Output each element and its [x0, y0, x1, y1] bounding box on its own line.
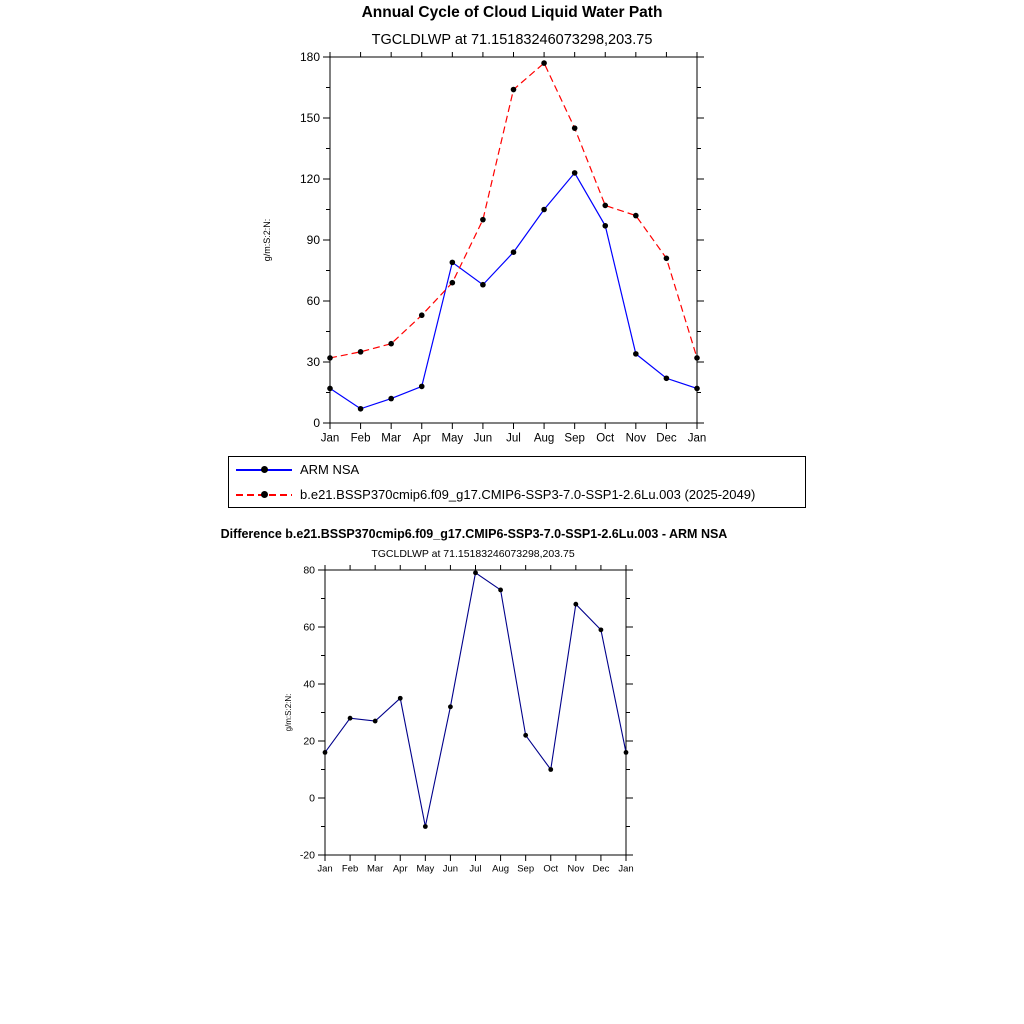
svg-text:Mar: Mar	[366, 863, 384, 875]
y-axis-label: g/m:S:2:N:	[284, 693, 293, 732]
svg-text:Jan: Jan	[618, 863, 634, 875]
legend-item-model-run	[229, 482, 805, 507]
legend-label: ARM NSA	[300, 462, 360, 477]
svg-text:Nov: Nov	[625, 432, 647, 445]
axes-frame	[325, 570, 626, 855]
y-axis-ticks	[300, 565, 633, 862]
svg-text:Apr: Apr	[412, 432, 431, 445]
series-0	[323, 570, 629, 828]
svg-text:May: May	[416, 863, 435, 875]
svg-text:Oct: Oct	[543, 863, 559, 875]
svg-text:0: 0	[309, 792, 315, 805]
series-1	[327, 60, 700, 360]
legend-line-sample-solid	[236, 469, 292, 471]
svg-text:90: 90	[306, 233, 320, 248]
svg-text:80: 80	[303, 564, 315, 577]
svg-text:Dec: Dec	[592, 863, 610, 875]
series-0	[327, 170, 700, 411]
svg-text:Jun: Jun	[473, 432, 493, 445]
svg-text:Jan: Jan	[320, 432, 340, 445]
svg-text:Dec: Dec	[656, 432, 677, 445]
svg-text:Jul: Jul	[506, 432, 521, 445]
svg-text:Jun: Jun	[442, 863, 459, 875]
svg-text:Aug: Aug	[492, 863, 510, 875]
chart1-plot	[235, 45, 715, 457]
svg-text:Oct: Oct	[596, 432, 615, 445]
svg-text:Jan: Jan	[317, 863, 333, 875]
chart1-title: Annual Cycle of Cloud Liquid Water Path	[361, 4, 663, 21]
svg-text:Sep: Sep	[517, 863, 535, 875]
legend-box	[228, 456, 806, 508]
chart1-subtitle: TGCLDLWP at 71.15183246073298,203.75	[371, 32, 653, 48]
series-0-markers	[323, 570, 629, 828]
svg-text:20: 20	[303, 735, 315, 748]
legend-label: b.e21.BSSP370cmip6.f09_g17.CMIP6-SSP3-7.0-SSP1-2.6Lu.003 (2025-2049)	[300, 487, 756, 502]
legend-marker-dot	[261, 491, 268, 498]
legend-item-arm-nsa	[229, 457, 805, 482]
chart2-plot	[230, 560, 662, 895]
svg-text:150: 150	[299, 111, 320, 126]
x-axis-ticks	[321, 52, 707, 445]
svg-text:May: May	[441, 432, 464, 445]
series-0-markers	[327, 170, 700, 411]
svg-text:Mar: Mar	[381, 432, 402, 445]
legend-line-sample-dashed	[236, 494, 292, 496]
chart2-title: Difference b.e21.BSSP370cmip6.f09_g17.CMIP6-SSP3-7.0-SSP1-2.6Lu.003 - ARM NSA	[220, 527, 728, 541]
svg-text:180: 180	[299, 50, 320, 65]
svg-text:30: 30	[306, 355, 320, 370]
svg-text:Feb: Feb	[350, 432, 371, 445]
chart2-subtitle: TGCLDLWP at 71.15183246073298,203.75	[371, 548, 575, 560]
svg-text:Sep: Sep	[564, 432, 585, 445]
svg-text:60: 60	[306, 294, 320, 309]
svg-text:0: 0	[313, 416, 320, 431]
y-axis-label: g/m:S:2:N:	[262, 218, 272, 262]
svg-text:Apr: Apr	[392, 863, 408, 875]
series-1-markers	[327, 60, 700, 360]
svg-text:Aug: Aug	[533, 432, 555, 445]
svg-text:Jul: Jul	[469, 863, 482, 875]
legend-marker-dot	[261, 466, 268, 473]
svg-text:Jan: Jan	[687, 432, 707, 445]
svg-text:Nov: Nov	[567, 863, 585, 875]
svg-text:Feb: Feb	[341, 863, 359, 875]
svg-text:120: 120	[299, 172, 320, 187]
svg-text:60: 60	[303, 621, 315, 634]
svg-text:40: 40	[303, 678, 315, 691]
axes-frame	[330, 57, 697, 423]
y-axis-ticks	[300, 50, 704, 430]
svg-text:-20: -20	[299, 849, 315, 862]
